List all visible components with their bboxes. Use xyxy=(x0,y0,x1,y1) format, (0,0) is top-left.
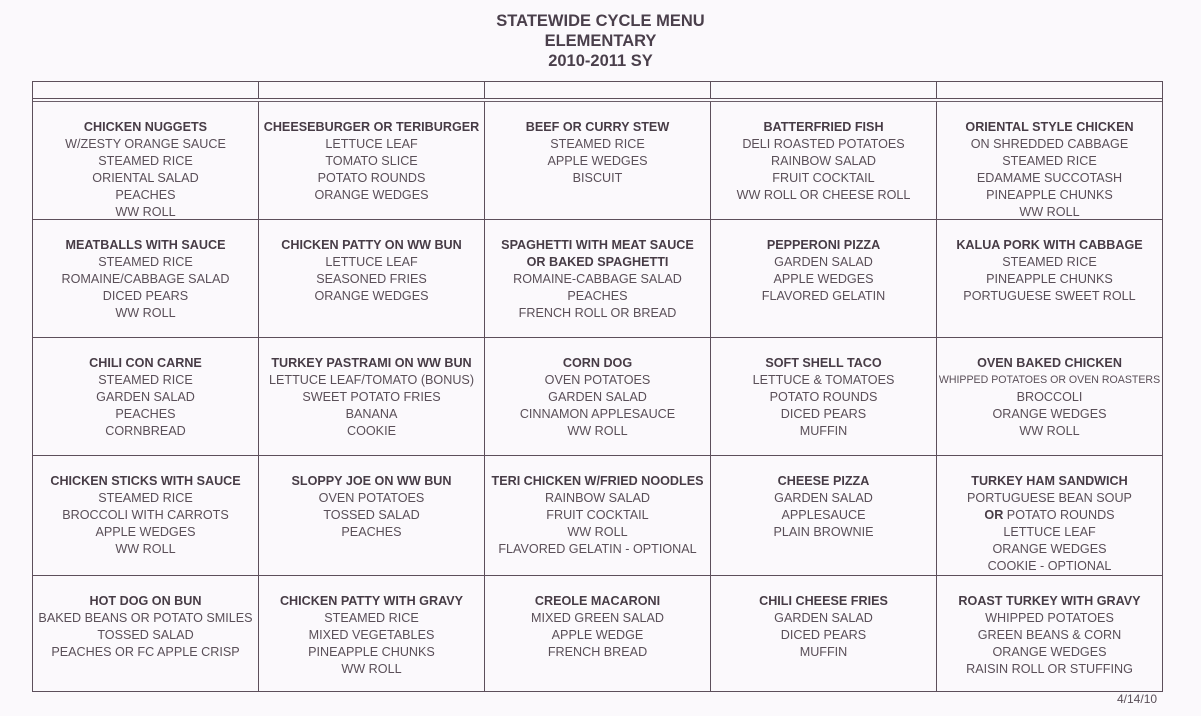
side-item: MIXED GREEN SALAD xyxy=(531,610,664,625)
entree-item: TURKEY PASTRAMI ON WW BUN xyxy=(271,356,472,370)
side-item: OVEN POTATOES xyxy=(318,490,425,505)
side-item: WHIPPED POTATOES OR OVEN ROASTERS xyxy=(938,373,1161,386)
side-item: STEAMED RICE xyxy=(98,153,193,168)
entree-item: CHICKEN STICKS WITH SAUCE xyxy=(50,474,241,488)
title-line-2: ELEMENTARY xyxy=(544,32,657,50)
side-item: ORANGE WEDGES xyxy=(992,406,1107,421)
side-item: LETTUCE & TOMATOES xyxy=(752,372,895,387)
side-item: ORANGE WEDGES xyxy=(314,288,429,303)
entree-item: TURKEY HAM SANDWICH xyxy=(971,474,1128,488)
side-item: EDAMAME SUCCOTASH xyxy=(976,170,1123,185)
side-item: DELI ROASTED POTATOES xyxy=(742,136,905,151)
entree-item: CHICKEN PATTY WITH GRAVY xyxy=(279,594,464,608)
day-menu-cell xyxy=(937,456,1162,575)
day-menu-cell xyxy=(33,102,259,219)
header-cell xyxy=(711,82,937,98)
header-cell xyxy=(259,82,485,98)
side-item: FLAVORED GELATIN xyxy=(761,288,886,303)
side-item: PEACHES xyxy=(341,524,402,539)
side-item: PEACHES xyxy=(567,288,628,303)
side-item: GARDEN SALAD xyxy=(774,490,873,505)
menu-table xyxy=(32,81,1163,692)
day-menu-cell xyxy=(259,220,485,337)
side-item: ROMAINE-CABBAGE SALAD xyxy=(513,271,682,286)
side-item: DICED PEARS xyxy=(780,627,867,642)
side-item: WW ROLL xyxy=(341,661,402,676)
entree-item: OVEN BAKED CHICKEN xyxy=(977,356,1122,370)
side-item: GREEN BEANS & CORN xyxy=(977,627,1122,642)
side-item: ON SHREDDED CABBAGE xyxy=(970,136,1129,151)
entree-item: TERI CHICKEN W/FRIED NOODLES xyxy=(491,474,704,488)
side-item: MIXED VEGETABLES xyxy=(308,627,435,642)
side-item: PEACHES xyxy=(115,187,176,202)
side-item: CINNAMON APPLESAUCE xyxy=(519,406,676,421)
day-menu-cell xyxy=(33,456,259,575)
side-item: FRUIT COCKTAIL xyxy=(772,170,875,185)
entree-item: SLOPPY JOE ON WW BUN xyxy=(291,474,452,488)
entree-item: SOFT SHELL TACO xyxy=(765,356,882,370)
revision-date: 4/14/10 xyxy=(1117,692,1158,706)
entree-item: HOT DOG ON BUN xyxy=(89,594,202,608)
day-menu-cell xyxy=(485,456,711,575)
side-item: DICED PEARS xyxy=(102,288,189,303)
entree-item: ROAST TURKEY WITH GRAVY xyxy=(958,594,1141,608)
side-item: ORANGE WEDGES xyxy=(992,541,1107,556)
day-menu-cell xyxy=(937,576,1162,691)
side-item: SWEET POTATO FRIES xyxy=(302,389,441,404)
side-item: LETTUCE LEAF xyxy=(325,136,418,151)
entree-item: CORN DOG xyxy=(562,356,633,370)
side-item: WHIPPED POTATOES xyxy=(985,610,1114,625)
side-item: APPLE WEDGES xyxy=(773,271,874,286)
side-item: APPLESAUCE xyxy=(781,507,866,522)
side-item: ROMAINE/CABBAGE SALAD xyxy=(61,271,230,286)
header-cell xyxy=(33,82,259,98)
day-menu-cell xyxy=(485,220,711,337)
side-item: DICED PEARS xyxy=(780,406,867,421)
entree-item: BATTERFRIED FISH xyxy=(763,120,884,134)
side-item: FRUIT COCKTAIL xyxy=(546,507,649,522)
entree-item: BEEF OR CURRY STEW xyxy=(525,120,670,134)
side-item: PEACHES xyxy=(115,406,176,421)
day-menu-cell xyxy=(259,102,485,219)
side-item: FRENCH ROLL OR BREAD xyxy=(518,305,677,320)
entree-item: ORIENTAL STYLE CHICKEN xyxy=(965,120,1134,134)
day-menu-cell xyxy=(33,576,259,691)
side-item: WW ROLL xyxy=(115,305,176,320)
side-item: WW ROLL xyxy=(115,204,176,219)
side-item: TOMATO SLICE xyxy=(325,153,418,168)
side-item: FRENCH BREAD xyxy=(547,644,648,659)
day-menu-cell xyxy=(485,338,711,455)
day-menu-cell xyxy=(937,102,1162,219)
day-menu-cell xyxy=(711,102,937,219)
side-item: W/ZESTY ORANGE SAUCE xyxy=(65,136,226,151)
side-item: APPLE WEDGE xyxy=(551,627,644,642)
side-item: POTATO ROUNDS xyxy=(317,170,426,185)
side-item: STEAMED RICE xyxy=(1002,254,1097,269)
side-item: GARDEN SALAD xyxy=(774,254,873,269)
side-item: LETTUCE LEAF xyxy=(1003,524,1096,539)
side-item: WW ROLL xyxy=(1019,204,1080,219)
entree-item: CHEESEBURGER OR TERIBURGER xyxy=(263,120,480,134)
side-item: STEAMED RICE xyxy=(550,136,645,151)
week-row xyxy=(33,102,1162,220)
side-item: BAKED BEANS OR POTATO SMILES xyxy=(38,610,253,625)
side-item: GARDEN SALAD xyxy=(774,610,873,625)
day-menu-cell xyxy=(711,220,937,337)
side-item: PINEAPPLE CHUNKS xyxy=(986,271,1113,286)
side-item: MUFFIN xyxy=(799,423,848,438)
day-menu-cell xyxy=(711,576,937,691)
side-item: BROCCOLI WITH CARROTS xyxy=(62,507,229,522)
title-line-1: STATEWIDE CYCLE MENU xyxy=(496,12,705,30)
side-item: STEAMED RICE xyxy=(324,610,419,625)
side-item: RAISIN ROLL OR STUFFING xyxy=(966,661,1133,676)
side-item: PINEAPPLE CHUNKS xyxy=(986,187,1113,202)
side-item: TOSSED SALAD xyxy=(323,507,420,522)
title-line-3: 2010-2011 SY xyxy=(548,52,653,70)
header-cell xyxy=(937,82,1162,98)
entree-item: CREOLE MACARONI xyxy=(534,594,661,608)
side-item: ORIENTAL SALAD xyxy=(92,170,199,185)
weeks-body xyxy=(33,102,1162,691)
side-item: GARDEN SALAD xyxy=(96,389,195,404)
entree-item: KALUA PORK WITH CABBAGE xyxy=(956,238,1143,252)
side-item: CORNBREAD xyxy=(105,423,186,438)
side-item: PLAIN BROWNIE xyxy=(773,524,874,539)
side-item: WW ROLL xyxy=(115,541,176,556)
week-row xyxy=(33,220,1162,338)
side-item: SEASONED FRIES xyxy=(316,271,427,286)
side-item: WW ROLL xyxy=(1019,423,1080,438)
week-row xyxy=(33,456,1162,576)
side-item: POTATO ROUNDS xyxy=(769,389,878,404)
day-menu-cell xyxy=(259,338,485,455)
side-item: PORTUGUESE SWEET ROLL xyxy=(963,288,1136,303)
side-item: STEAMED RICE xyxy=(98,490,193,505)
entree-item: PEPPERONI PIZZA xyxy=(766,238,881,252)
side-item: STEAMED RICE xyxy=(98,254,193,269)
side-item: STEAMED RICE xyxy=(1002,153,1097,168)
week-row xyxy=(33,576,1162,691)
entree-item: MEATBALLS WITH SAUCE xyxy=(65,238,226,252)
entree-item: CHICKEN NUGGETS xyxy=(83,120,208,134)
side-item: STEAMED RICE xyxy=(98,372,193,387)
day-menu-cell xyxy=(33,338,259,455)
day-menu-cell xyxy=(485,576,711,691)
side-item: OR POTATO ROUNDS xyxy=(984,507,1115,522)
side-item: GARDEN SALAD xyxy=(548,389,647,404)
day-menu-cell xyxy=(259,576,485,691)
side-item: WW ROLL xyxy=(567,524,628,539)
day-menu-cell xyxy=(937,220,1162,337)
week-row xyxy=(33,338,1162,456)
header-cell xyxy=(485,82,711,98)
entree-item: CHILI CON CARNE xyxy=(89,356,202,370)
day-menu-cell xyxy=(259,456,485,575)
table-header-row xyxy=(33,82,1162,99)
side-item: LETTUCE LEAF/TOMATO (BONUS) xyxy=(268,372,475,387)
entree-item: CHEESE PIZZA xyxy=(777,474,870,488)
entree-item: CHILI CHEESE FRIES xyxy=(759,594,888,608)
side-item: ORANGE WEDGES xyxy=(314,187,429,202)
side-item: ORANGE WEDGES xyxy=(992,644,1107,659)
side-item: BISCUIT xyxy=(572,170,623,185)
side-item: RAINBOW SALAD xyxy=(771,153,876,168)
side-item: LETTUCE LEAF xyxy=(325,254,418,269)
side-item: BANANA xyxy=(345,406,398,421)
side-item: MUFFIN xyxy=(799,644,848,659)
side-item: WW ROLL OR CHEESE ROLL xyxy=(736,187,911,202)
document-title xyxy=(0,11,1201,71)
side-item: WW ROLL xyxy=(567,423,628,438)
side-item: RAINBOW SALAD xyxy=(545,490,650,505)
side-item: PINEAPPLE CHUNKS xyxy=(308,644,435,659)
side-item: TOSSED SALAD xyxy=(97,627,194,642)
day-menu-cell xyxy=(711,338,937,455)
side-item: PORTUGUESE BEAN SOUP xyxy=(967,490,1132,505)
side-item: OVEN POTATOES xyxy=(544,372,651,387)
side-item: FLAVORED GELATIN - OPTIONAL xyxy=(498,541,697,556)
side-item: PEACHES OR FC APPLE CRISP xyxy=(51,644,240,659)
side-item: APPLE WEDGES xyxy=(95,524,196,539)
side-item: APPLE WEDGES xyxy=(547,153,648,168)
day-menu-cell xyxy=(485,102,711,219)
day-menu-cell xyxy=(711,456,937,575)
side-item: COOKIE - OPTIONAL xyxy=(987,558,1112,573)
side-item: COOKIE xyxy=(347,423,396,438)
entree-item: SPAGHETTI WITH MEAT SAUCE xyxy=(501,238,694,252)
entree-item: CHICKEN PATTY ON WW BUN xyxy=(281,238,462,252)
side-item: BROCCOLI xyxy=(1016,389,1083,404)
entree-item: OR BAKED SPAGHETTI xyxy=(526,254,669,269)
day-menu-cell xyxy=(937,338,1162,455)
day-menu-cell xyxy=(33,220,259,337)
